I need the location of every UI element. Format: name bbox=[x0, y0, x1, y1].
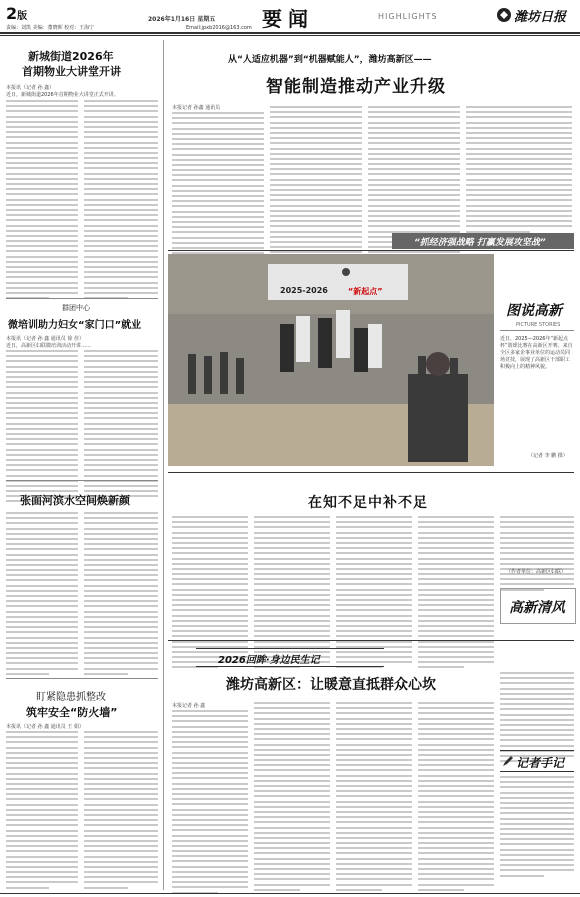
left-top-body-col1 bbox=[6, 100, 78, 302]
page-number-digit: 2 bbox=[6, 4, 18, 23]
left-sep-2 bbox=[6, 480, 158, 481]
left-lower-headline: 张面河滨水空间焕新颜 bbox=[20, 494, 130, 507]
left-bottom-body-col2 bbox=[84, 731, 158, 892]
left-top-body-col2 bbox=[84, 100, 158, 302]
left-mid-kicker: 群团中心 bbox=[62, 304, 90, 312]
reporter-notes-title: 记者手记 bbox=[516, 756, 565, 770]
feature-body-col3 bbox=[336, 702, 412, 894]
section-title-en: HIGHLIGHTS bbox=[378, 12, 438, 21]
lead-kicker: 从“人适应机器”到“机器赋能人”，潍坊高新区—— bbox=[228, 55, 432, 65]
photo-board-text-2: “新起点” bbox=[348, 287, 383, 296]
lead-byline: 本报记者 孙鑫 通讯员 bbox=[172, 105, 221, 111]
page-bottom-rule bbox=[0, 893, 580, 894]
reporter-notes-body bbox=[500, 776, 574, 880]
basketball-photo bbox=[168, 254, 494, 466]
caption-rule bbox=[500, 330, 574, 331]
left-lower-body-col2 bbox=[84, 512, 158, 678]
feature-body-col2 bbox=[254, 702, 330, 894]
picture-stories-title: 图说高新 bbox=[506, 303, 562, 319]
masthead-rule-thin bbox=[0, 35, 580, 36]
campaign-banner-text: “抓经济强战略 打赢发展攻坚战” bbox=[414, 238, 546, 248]
paper-logo bbox=[496, 4, 574, 26]
photo-bottom-rule bbox=[168, 472, 574, 473]
left-sep-1 bbox=[6, 298, 158, 299]
picture-stories-en: PICTURE STORIES bbox=[516, 322, 561, 328]
lead-bottom-rule bbox=[168, 250, 574, 251]
left-bottom-body-col1 bbox=[6, 731, 78, 892]
page-number-suffix: 版 bbox=[17, 11, 28, 22]
essay-byline: （作者单位：高新区妇联） bbox=[506, 569, 567, 575]
essay-bottom-rule bbox=[168, 640, 574, 641]
left-top-byline: 本报讯（记者 孙 鑫） bbox=[6, 85, 55, 91]
essay-column-badge bbox=[500, 588, 576, 624]
email-line: Email:jpxb2016@163.com bbox=[186, 25, 252, 31]
left-bottom-byline: 本报讯（记者 孙 鑫 通讯员 王 娟） bbox=[6, 724, 84, 730]
pen-icon bbox=[502, 755, 514, 767]
left-top-headline-2: 首期物业大讲堂开讲 bbox=[22, 65, 121, 78]
essay-column-name: 高新清风 bbox=[509, 600, 565, 616]
left-column-divider bbox=[163, 40, 164, 890]
left-top-body-start: 近日，新城街道2026年首期物业大讲堂正式开讲。 bbox=[6, 92, 119, 98]
feature-banner-text: 2026回眸·身边民生记 bbox=[218, 655, 320, 666]
lead-body-col4 bbox=[466, 106, 572, 236]
left-top-headline-1: 新城街道2026年 bbox=[28, 50, 114, 63]
left-mid-body-start: 近日，高新区妇联微培训活动开讲…… bbox=[6, 343, 92, 349]
left-lower-body-col1 bbox=[6, 512, 78, 678]
editors-line: 责编：刘凯 美编：董晓晖 校对：王海宁 bbox=[6, 25, 95, 31]
masthead-rule bbox=[0, 32, 580, 34]
feature-body-col1 bbox=[172, 710, 248, 897]
feature-byline: 本报记者 孙 鑫 bbox=[172, 703, 206, 709]
essay-body-col5 bbox=[500, 516, 574, 594]
section-title: 要闻 bbox=[262, 7, 314, 31]
picture-caption-text: 近日，2025—2026年“新起点杯”篮球比赛在高新区开赛。来自全区多家企事业单位的运动员同场竞技，展现了高新区干部职工积极向上的精神风貌。 bbox=[500, 336, 573, 370]
issue-date: 2026年1月16日 星期五 bbox=[148, 16, 216, 23]
masthead bbox=[0, 0, 580, 40]
left-sep-3 bbox=[6, 678, 158, 679]
left-bottom-headline: 筑牢安全“防火墙” bbox=[26, 706, 118, 719]
left-mid-body-col1 bbox=[6, 350, 78, 506]
lead-body-col2 bbox=[270, 106, 362, 267]
campaign-banner bbox=[392, 233, 574, 249]
essay-headline: 在知不足中补不足 bbox=[308, 495, 428, 511]
basketball-photo-art bbox=[168, 254, 494, 466]
paper-logo-icon bbox=[496, 7, 512, 23]
left-mid-byline: 本报讯（记者 孙 鑫 通讯员 徐 佳） bbox=[6, 336, 84, 342]
reporter-notes-badge bbox=[500, 750, 574, 772]
feature-headline: 潍坊高新区：让暖意直抵群众心坎 bbox=[226, 677, 436, 693]
photo-board-text: 2025-2026 bbox=[280, 286, 328, 295]
feature-banner bbox=[196, 648, 384, 667]
paper-name: 潍坊日报 bbox=[514, 10, 567, 25]
picture-caption-byline: （记者 李 鹏 摄） bbox=[528, 453, 568, 459]
feature-body-col4 bbox=[418, 702, 494, 894]
left-mid-headline: 微培训助力妇女“家门口”就业 bbox=[8, 320, 142, 331]
page-number bbox=[6, 4, 27, 23]
left-mid-body-col2 bbox=[84, 350, 158, 506]
lead-body-col1 bbox=[172, 112, 264, 268]
left-bottom-kicker: 盯紧隐患抓整改 bbox=[36, 692, 106, 703]
lead-headline: 智能制造推动产业升级 bbox=[266, 77, 446, 97]
essay-body-col4 bbox=[418, 516, 494, 672]
